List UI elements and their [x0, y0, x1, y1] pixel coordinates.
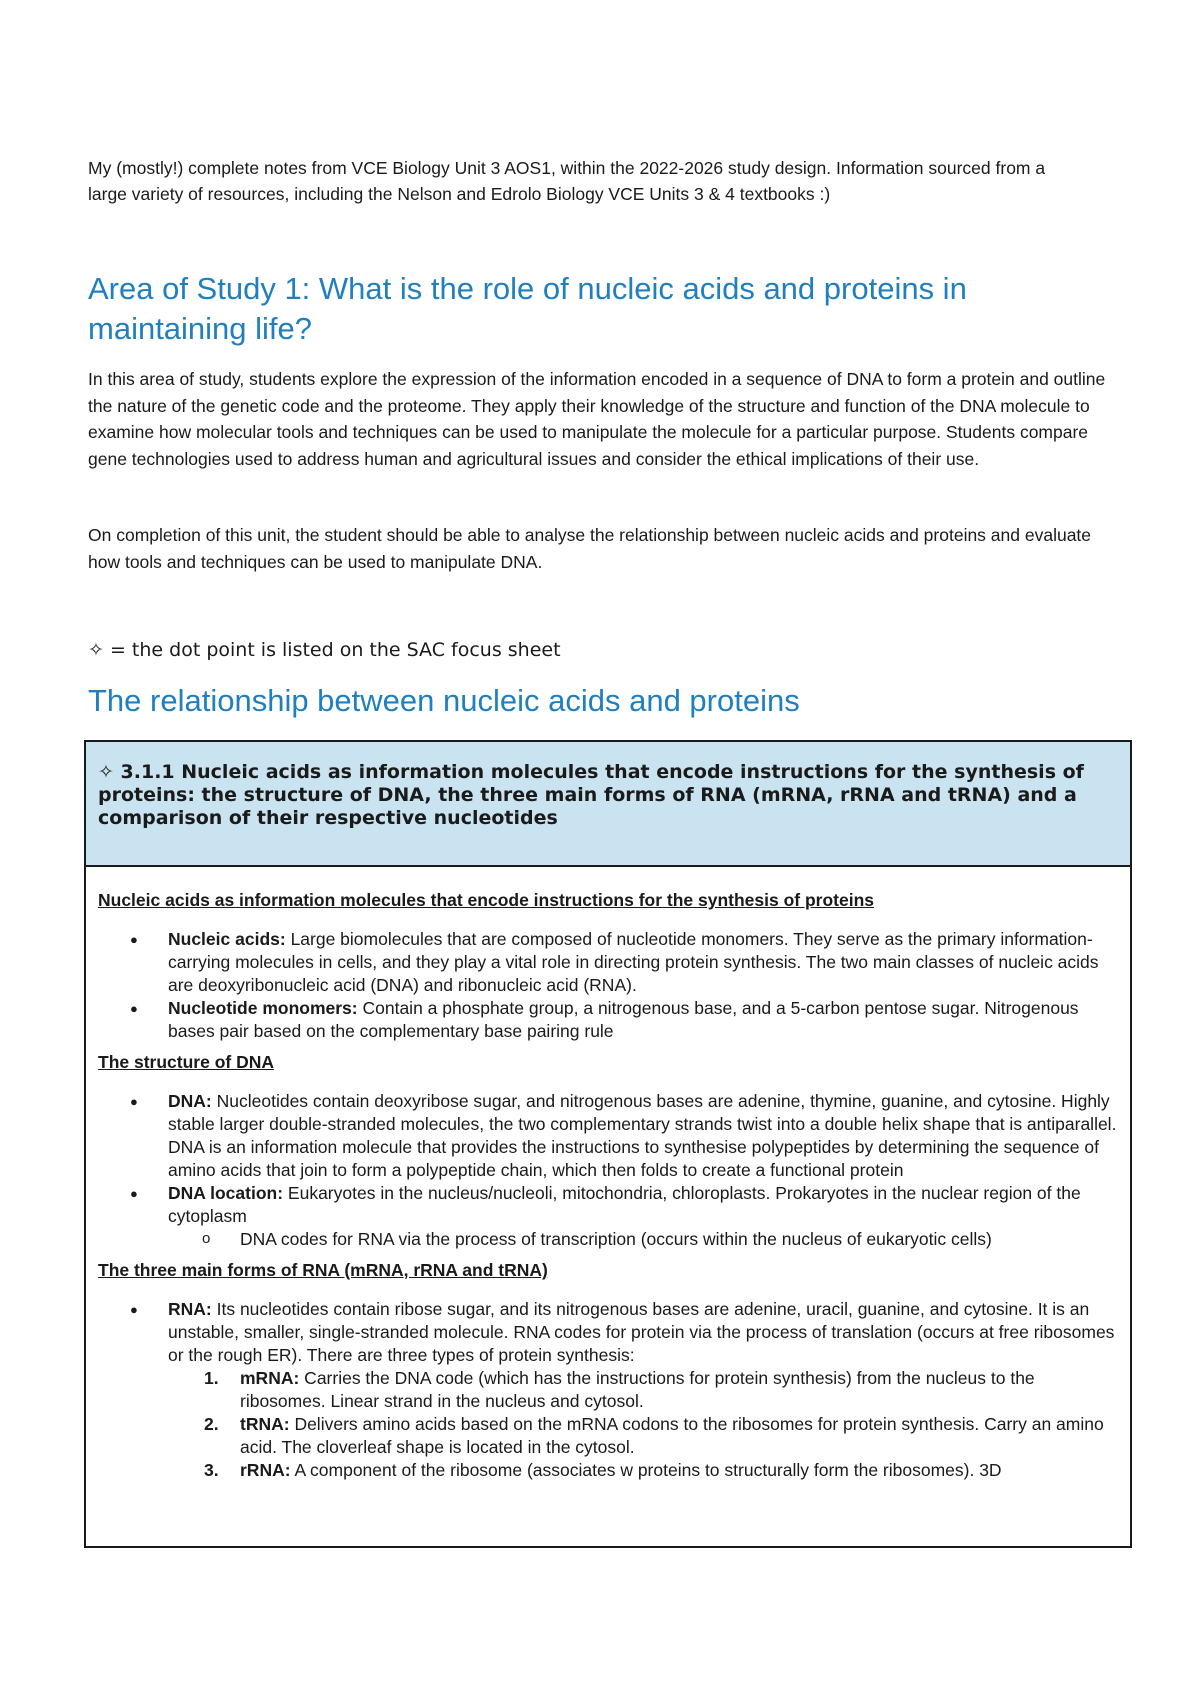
- nucleic-acids-list: [98, 928, 1118, 1043]
- list-item: [168, 1090, 1118, 1182]
- definition: Eukaryotes in the nucleus/nucleoli, mitochondria, chloroplasts. Prokaryotes in the nuclear region of the cytoplasm: [168, 1183, 1081, 1226]
- list-item: [168, 1298, 1118, 1482]
- item-number: 3.: [204, 1460, 219, 1480]
- term: DNA:: [168, 1091, 212, 1111]
- item-number: 2.: [204, 1414, 219, 1434]
- subheading-dna-structure: The structure of DNA: [98, 1052, 274, 1072]
- subheading-nucleic-acids: Nucleic acids as information molecules that encode instructions for the synthesis of proteins: [98, 890, 874, 910]
- sub-list-item: o DNA codes for RNA via the process of transcription (occurs within the nucleus of eukaryotic cells): [240, 1228, 1118, 1251]
- item-number: 1.: [204, 1368, 219, 1388]
- rna-list: [98, 1298, 1118, 1482]
- section-heading: The relationship between nucleic acids and proteins: [88, 683, 800, 718]
- list-item: [168, 928, 1118, 997]
- intro-text: My (mostly!) complete notes from VCE Biology Unit 3 AOS1, within the 2022-2026 study design. Information sourced from a large variety of resources, including the Nelson and Edrolo Biology VCE Units 3 & 4 textbooks :): [88, 158, 1046, 204]
- definition: Delivers amino acids based on the mRNA codons to the ribosomes for protein synthesis. Carry an amino acid. The cloverleaf shape is located in the cytosol.: [240, 1414, 1104, 1457]
- dna-location-sublist: [168, 1228, 1118, 1251]
- aos-paragraph-1: In this area of study, students explore the expression of the information encoded in a sequence of DNA to form a protein and outline the nature of the genetic code and the proteome. They apply their knowledge of the structure and function of the DNA molecule to examine how molecular tools and techniques can be used to manipulate the molecule for a particular purpose. Students compare gene technologies used to address human and agricultural issues and consider the ethical implications of their use.: [88, 369, 1106, 469]
- rna-types-list: [168, 1367, 1118, 1482]
- dot-point-header: ✧ 3.1.1 Nucleic acids as information molecules that encode instructions for the synthesis of proteins: the structure of DNA, the three main forms of RNA (mRNA, rRNA and tRNA) and a comparison of their respective nucleotides: [86, 742, 1130, 867]
- aos-heading: Area of Study 1: What is the role of nucleic acids and proteins in maintaining life?: [88, 271, 967, 346]
- numbered-item: [204, 1413, 1118, 1459]
- definition: Large biomolecules that are composed of nucleotide monomers. They serve as the primary information-carrying molecules in cells, and they play a vital role in directing protein synthesis. The two main classes of nucleic acids are deoxyribonucleic acid (DNA) and ribonucleic acid (RNA).: [168, 929, 1099, 995]
- definition: Its nucleotides contain ribose sugar, and its nitrogenous bases are adenine, uracil, guanine, and cytosine. It is an unstable, smaller, single-stranded molecule. RNA codes for protein via the process of translation (occurs at free ribosomes or the rough ER). There are three types of protein synthesis:: [168, 1299, 1115, 1365]
- definition: Contain a phosphate group, a nitrogenous base, and a 5-carbon pentose sugar. Nitrogenous bases pair based on the complementary base pairing rule: [168, 998, 1079, 1041]
- list-item: [168, 1182, 1118, 1251]
- definition: Carries the DNA code (which has the instructions for protein synthesis) from the nucleus to the ribosomes. Linear strand in the nucleus and cytosol.: [240, 1368, 1035, 1411]
- dna-list: [98, 1090, 1118, 1251]
- term: DNA location:: [168, 1183, 284, 1203]
- numbered-item: [204, 1459, 1118, 1482]
- term: rRNA:: [240, 1460, 291, 1480]
- subheading-rna-forms: The three main forms of RNA (mRNA, rRNA and tRNA): [98, 1260, 548, 1280]
- term: tRNA:: [240, 1414, 290, 1434]
- term: Nucleotide monomers:: [168, 998, 358, 1018]
- definition: Nucleotides contain deoxyribose sugar, and nitrogenous bases are adenine, thymine, guanine, and cytosine. Highly stable larger double-stranded molecules, the two complementary strands twist into a double helix shape that is antiparallel. DNA is an information molecule that provides the instructions to synthesise polypeptides by determining the sequence of amino acids that join to form a polypeptide chain, which then folds to create a functional protein: [168, 1091, 1117, 1180]
- definition: A component of the ribosome (associates w proteins to structurally form the ribosomes). 3D: [290, 1460, 1002, 1480]
- term: RNA:: [168, 1299, 212, 1319]
- dot-point-box: [84, 740, 1132, 1548]
- aos-paragraph-2: On completion of this unit, the student should be able to analyse the relationship between nucleic acids and proteins and evaluate how tools and techniques can be used to manipulate DNA.: [88, 525, 1092, 572]
- term: mRNA:: [240, 1368, 300, 1388]
- numbered-item: [204, 1367, 1118, 1413]
- list-item: [168, 997, 1118, 1043]
- dot-point-body: [86, 867, 1130, 1482]
- sac-legend: ✧ = the dot point is listed on the SAC focus sheet: [88, 639, 561, 661]
- term: Nucleic acids:: [168, 929, 286, 949]
